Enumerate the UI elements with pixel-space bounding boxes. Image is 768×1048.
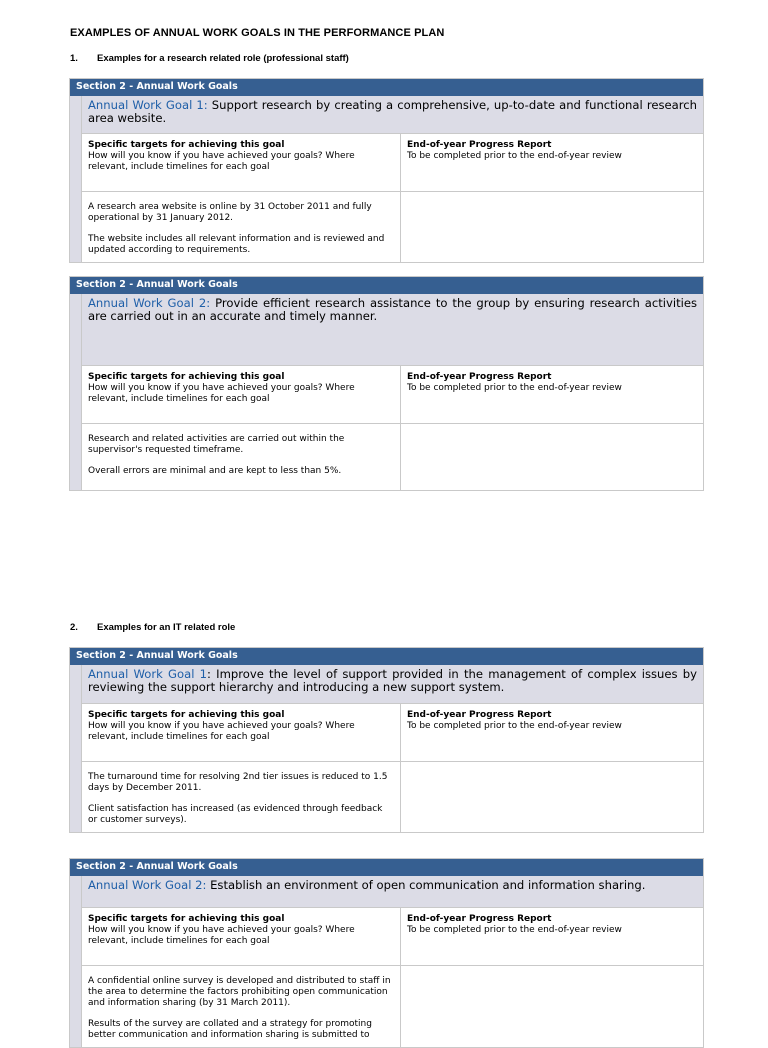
targets-heading: Specific targets for achieving this goal: [88, 140, 285, 150]
goal-text: Support research by creating a comprehensive, up-to-date and functional research area website.: [88, 98, 697, 125]
targets-cell: [82, 424, 401, 490]
target-item: A confidential online survey is developed and distributed to staff in the area to determine the factors prohibiting open communication and information sharing (by 31 March 2011).: [88, 976, 391, 1008]
example-number: 1.: [70, 53, 78, 64]
targets-hint: How will you know if you have achieved your goals? Where relevant, include timelines for each goal: [88, 925, 355, 946]
section-bar: Section 2 - Annual Work Goals: [70, 859, 703, 876]
example-heading-it: [70, 622, 235, 633]
target-item: Client satisfaction has increased (as evidenced through feedback or customer surveys).: [88, 804, 383, 825]
targets-hint: How will you know if you have achieved your goals? Where relevant, include timelines for each goal: [88, 151, 355, 172]
section-bar: Section 2 - Annual Work Goals: [70, 79, 703, 96]
example-heading-research: [70, 53, 349, 64]
goal-label: Annual Work Goal 1: [88, 667, 208, 681]
target-item: Research and related activities are carried out within the supervisor's requested timeframe.: [88, 434, 345, 455]
goal-statement: [82, 876, 703, 907]
report-header-cell: [401, 908, 703, 965]
targets-cell: [82, 762, 401, 832]
targets-cell: [82, 192, 401, 262]
report-header-cell: [401, 134, 703, 191]
target-item: The turnaround time for resolving 2nd tier issues is reduced to 1.5 days by December 2011.: [88, 772, 388, 793]
goal-block-it-1: [69, 647, 704, 833]
targets-header-cell: [82, 366, 401, 423]
report-hint: To be completed prior to the end-of-year review: [407, 721, 622, 731]
left-strip: [70, 876, 82, 1047]
goal-block-research-2: [69, 276, 704, 491]
targets-heading: Specific targets for achieving this goal: [88, 914, 285, 924]
targets-heading: Specific targets for achieving this goal: [88, 710, 285, 720]
left-strip: [70, 96, 82, 262]
report-heading: End-of-year Progress Report: [407, 372, 552, 382]
left-strip: [70, 665, 82, 832]
target-item: Results of the survey are collated and a strategy for promoting better communication and information sharing is submitted to: [88, 1019, 372, 1040]
goal-label: Annual Work Goal 2:: [88, 296, 211, 310]
progress-report-cell[interactable]: [401, 424, 703, 490]
progress-report-cell[interactable]: [401, 192, 703, 262]
goal-text: Provide efficient research assistance to the group by ensuring research activities are carried out in an accurate and timely manner.: [88, 296, 698, 323]
example-number: 2.: [70, 622, 78, 633]
targets-cell: [82, 966, 401, 1047]
progress-report-cell[interactable]: [401, 762, 703, 832]
report-heading: End-of-year Progress Report: [407, 140, 552, 150]
progress-report-cell[interactable]: [401, 966, 703, 1047]
goal-block-research-1: [69, 78, 704, 263]
targets-header-cell: [82, 704, 401, 761]
target-item: A research area website is online by 31 October 2011 and fully operational by 31 January 2012.: [88, 202, 372, 223]
example-heading-text: Examples for a research related role (professional staff): [97, 53, 349, 64]
goal-statement: [82, 294, 703, 365]
report-header-cell: [401, 366, 703, 423]
target-item: The website includes all relevant information and is reviewed and updated according to requirements.: [88, 234, 385, 255]
goal-block-it-2: [69, 858, 704, 1048]
targets-hint: How will you know if you have achieved your goals? Where relevant, include timelines for each goal: [88, 383, 355, 404]
example-heading-text: Examples for an IT related role: [97, 622, 236, 633]
goal-label: Annual Work Goal 2:: [88, 878, 207, 892]
targets-hint: How will you know if you have achieved your goals? Where relevant, include timelines for each goal: [88, 721, 355, 742]
page-title: EXAMPLES OF ANNUAL WORK GOALS IN THE PERFORMANCE PLAN: [70, 27, 445, 39]
report-hint: To be completed prior to the end-of-year review: [407, 151, 622, 161]
goal-statement: [82, 665, 703, 703]
goal-text: : Improve the level of support provided in the management of complex issues by reviewing the support hierarchy and introducing a new support system.: [88, 667, 698, 694]
target-item: Overall errors are minimal and are kept to less than 5%.: [88, 466, 342, 476]
report-heading: End-of-year Progress Report: [407, 710, 552, 720]
goal-label: Annual Work Goal 1:: [88, 98, 208, 112]
report-heading: End-of-year Progress Report: [407, 914, 552, 924]
targets-heading: Specific targets for achieving this goal: [88, 372, 285, 382]
report-hint: To be completed prior to the end-of-year review: [407, 925, 622, 935]
targets-header-cell: [82, 134, 401, 191]
targets-header-cell: [82, 908, 401, 965]
section-bar: Section 2 - Annual Work Goals: [70, 277, 703, 294]
goal-text: Establish an environment of open communication and information sharing.: [206, 878, 646, 892]
goal-statement: [82, 96, 703, 133]
report-hint: To be completed prior to the end-of-year review: [407, 383, 622, 393]
section-bar: Section 2 - Annual Work Goals: [70, 648, 703, 665]
report-header-cell: [401, 704, 703, 761]
left-strip: [70, 294, 82, 490]
